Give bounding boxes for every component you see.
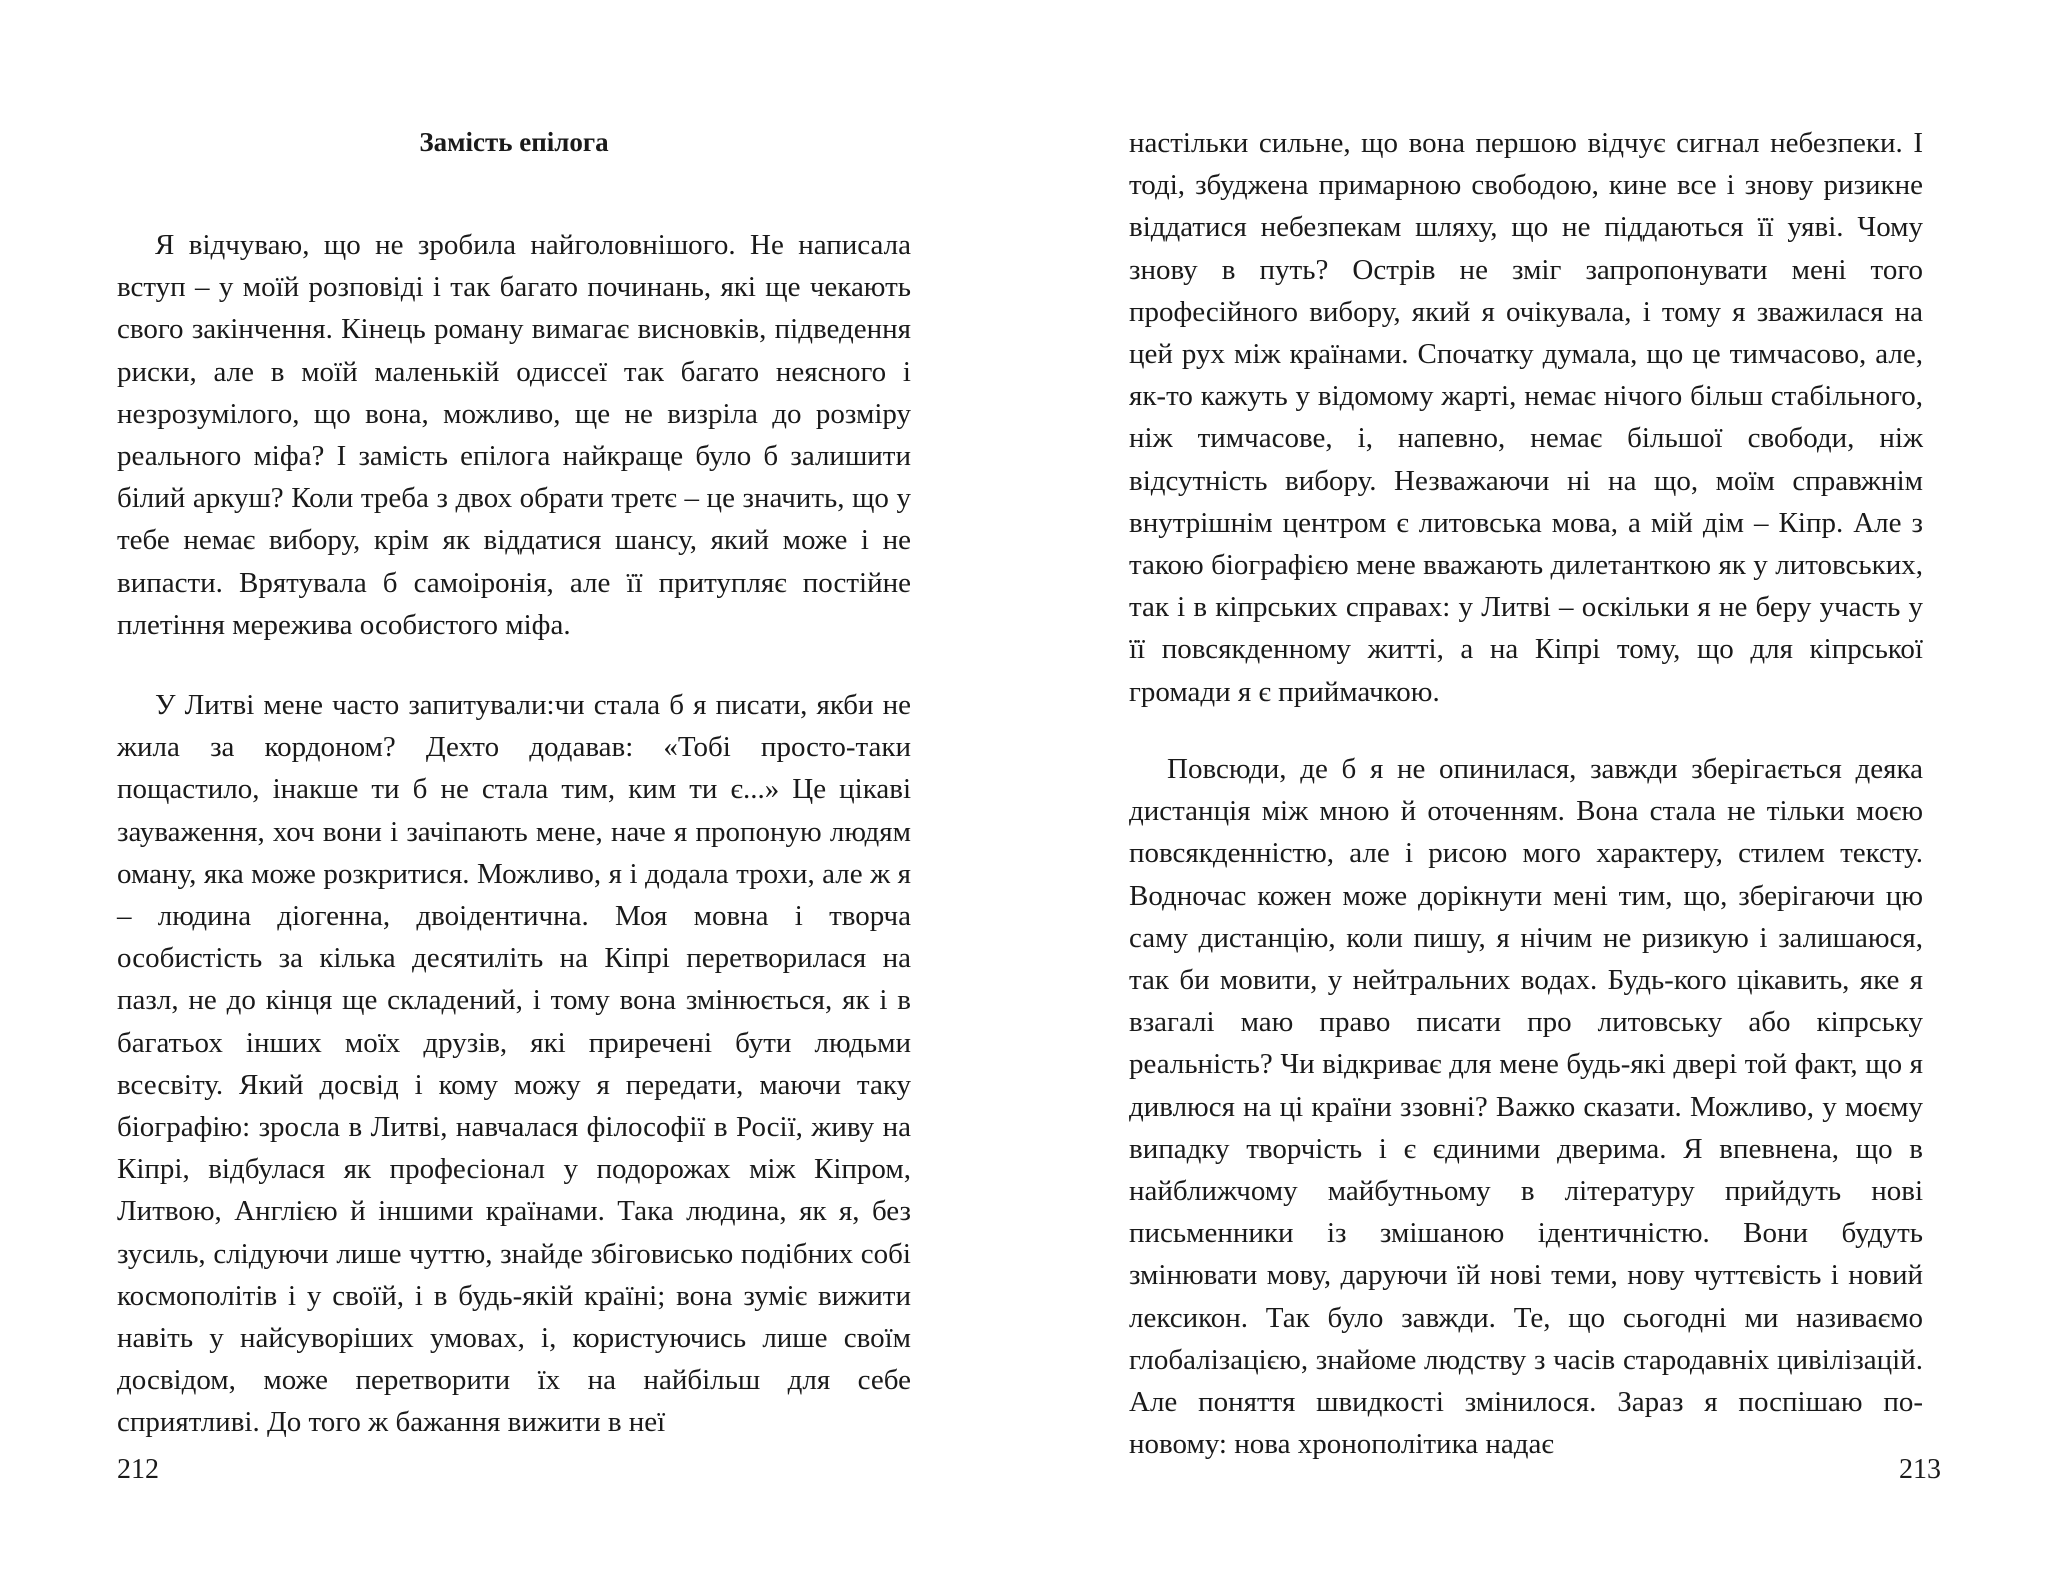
right-paragraph-1: настільки сильне, що вона першою відчує сигнал небезпеки. І тоді, збуджена примарною свободою, кине все і знову ризикне віддатися небезпекам шляху, що не піддаються її уяві. Чому знову в путь? Острів не зміг запропонувати мені того професійного вибору, який я очікувала, і тому я зважилася на цей рух між країнами. Спочатку думала, що це тимчасово, але, як-то кажуть у відомому жарті, немає нічого більш стабільного, ніж тимчасове, і, напевно, немає більшої свободи, ніж відсутність вибору. Незважаючи ні на що, моїм справжнім внутрішнім центром є литовська мова, а мій дім – Кіпр. Але з такою біографією мене вважають дилетанткою як у литовських, так і в кіпрських справах: у Литві – оскільки я не беру участь у її повсякденному житті, а на Кіпрі тому, що для кіпрської громади я є приймачкою. <box>1129 127 1923 708</box>
page-number-right: 213 <box>1899 1454 1941 1485</box>
right-paragraph-2-container <box>1129 748 1923 1465</box>
left-paragraph-2-container <box>117 684 911 1444</box>
right-page <box>1024 0 2048 1575</box>
chapter-title: Замість епілога <box>419 127 609 157</box>
left-paragraph-1-container <box>117 224 911 646</box>
left-paragraph-2: У Литві мене часто запитували:чи стала б я писати, якби не жила за кордоном? Дехто додавав: «Тобі просто-таки пощастило, інакше ти б не стала тим, ким ти є...» Це цікаві зауваження, хоч вони і зачіпають мене, наче я пропоную людям оману, яка може розкритися. Можливо, я і додала трохи, але ж я – людина діогенна, двоідентична. Моя мовна і творча особистість за кілька десятиліть на Кіпрі перетворилася на пазл, не до кінця ще складений, і тому вона змінюється, як і в багатьох інших моїх друзів, які приречені бути людьми всесвіту. Який досвід і кому можу я передати, маючи таку біографію: зросла в Литві, навчалася філософії в Росії, живу на Кіпрі, відбулася як професіонал у подорожах між Кіпром, Литвою, Англією й іншими країнами. Така людина, як я, без зусиль, слідуючи лише чуттю, знайде збіговисько подібних собі космополітів і у своїй, і в будь-якій країні; вона зуміє вижити навіть у найсуворіших умовах, і, користуючись лише своїм досвідом, може перетворити їх на найбільш для себе сприятливі. До того ж бажання вижити в неї <box>117 689 911 1439</box>
right-paragraph-1-container <box>1129 122 1923 713</box>
right-paragraph-2: Повсюди, де б я не опинилася, завжди зберігається деяка дистанція між мною й оточенням. Вона стала не тільки моєю повсякденністю, але і рисою мого характеру, стилем тексту. Водночас кожен може дорікнути мені тим, що, зберігаючи цю саму дистанцію, коли пишу, я нічим не ризикую і залишаюся, так би мовити, у нейтральних водах. Будь-кого цікавить, яке я взагалі маю право писати про литовську або кіпрську реальність? Чи відкриває для мене будь-які двері той факт, що я дивлюся на ці країни ззовні? Важко сказати. Можливо, у моєму випадку творчість і є єдиними дверима. Я впевнена, що в найближчому майбутньому в літературу прийдуть нові письменники із змішаною ідентичністю. Вони будуть змінювати мову, даруючи їй нові теми, нову чуттєвість і новий лексикон. Так було завжди. Те, що сьогодні ми називаємо глобалізацією, знайоме людству з часів стародавніх цивілізацій. Але поняття швидкості змінилося. Зараз я поспішаю по-новому: нова хронополітика надає <box>1129 753 1923 1461</box>
left-paragraph-1: Я відчуваю, що не зробила найголовнішого. Не написала вступ – у моїй розповіді і так багато починань, які ще чекають свого закінчення. Кінець роману вимагає висновків, підведення риски, але в моїй маленькій одиссеї так багато неясного і незрозумілого, що вона, можливо, ще не визріла до розміру реального міфа? І замість епілога найкраще було б залишити білий аркуш? Коли треба з двох обрати третє – це значить, що у тебе немає вибору, крім як віддатися шансу, який може і не випасти. Врятувала б самоіронія, але її притупляє постійне плетіння мережива особистого міфа. <box>117 229 911 641</box>
page-number-left: 212 <box>117 1454 159 1485</box>
